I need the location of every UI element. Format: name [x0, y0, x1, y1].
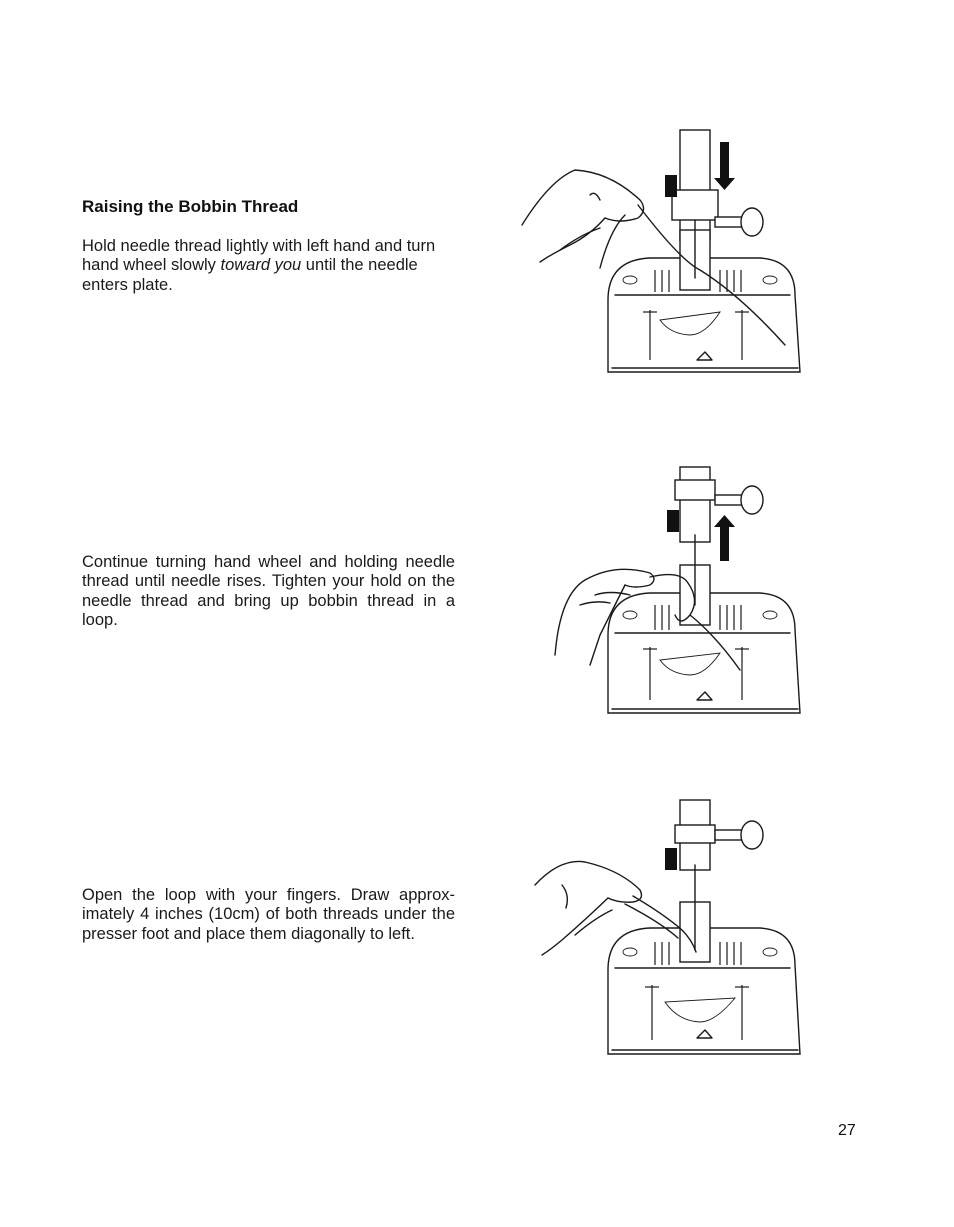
- step-1-text-emphasis: toward you: [220, 256, 302, 275]
- presser-screw: [715, 208, 763, 236]
- step-3-text: Open the loop with your fingers. Draw approx-imately 4 inches (10cm) of both threads under the presser foot and place them diagonally to left.: [82, 886, 455, 943]
- page-number: 27: [838, 1122, 856, 1139]
- step-2-text: Continue turning hand wheel and holding needle thread until needle rises. Tighten your hold on the needle thread and bring up bobbin thread in a loop.: [82, 553, 455, 629]
- step-1-text-after: until the needle enters plate.: [82, 256, 418, 294]
- step-1-text: [82, 237, 455, 295]
- illustration-needle-up: [540, 455, 820, 720]
- step-1-text-before: Hold needle thread lightly with left hand and turn hand wheel slowly: [82, 237, 436, 275]
- presser-screw: [715, 486, 763, 514]
- hand: [522, 170, 644, 268]
- down-arrow: [714, 142, 735, 190]
- presser-screw: [715, 821, 763, 849]
- up-arrow: [714, 515, 735, 561]
- section-title: Raising the Bobbin Thread: [82, 197, 299, 216]
- illustration-needle-down: [500, 120, 820, 390]
- illustration-threads-under-foot: [500, 790, 820, 1060]
